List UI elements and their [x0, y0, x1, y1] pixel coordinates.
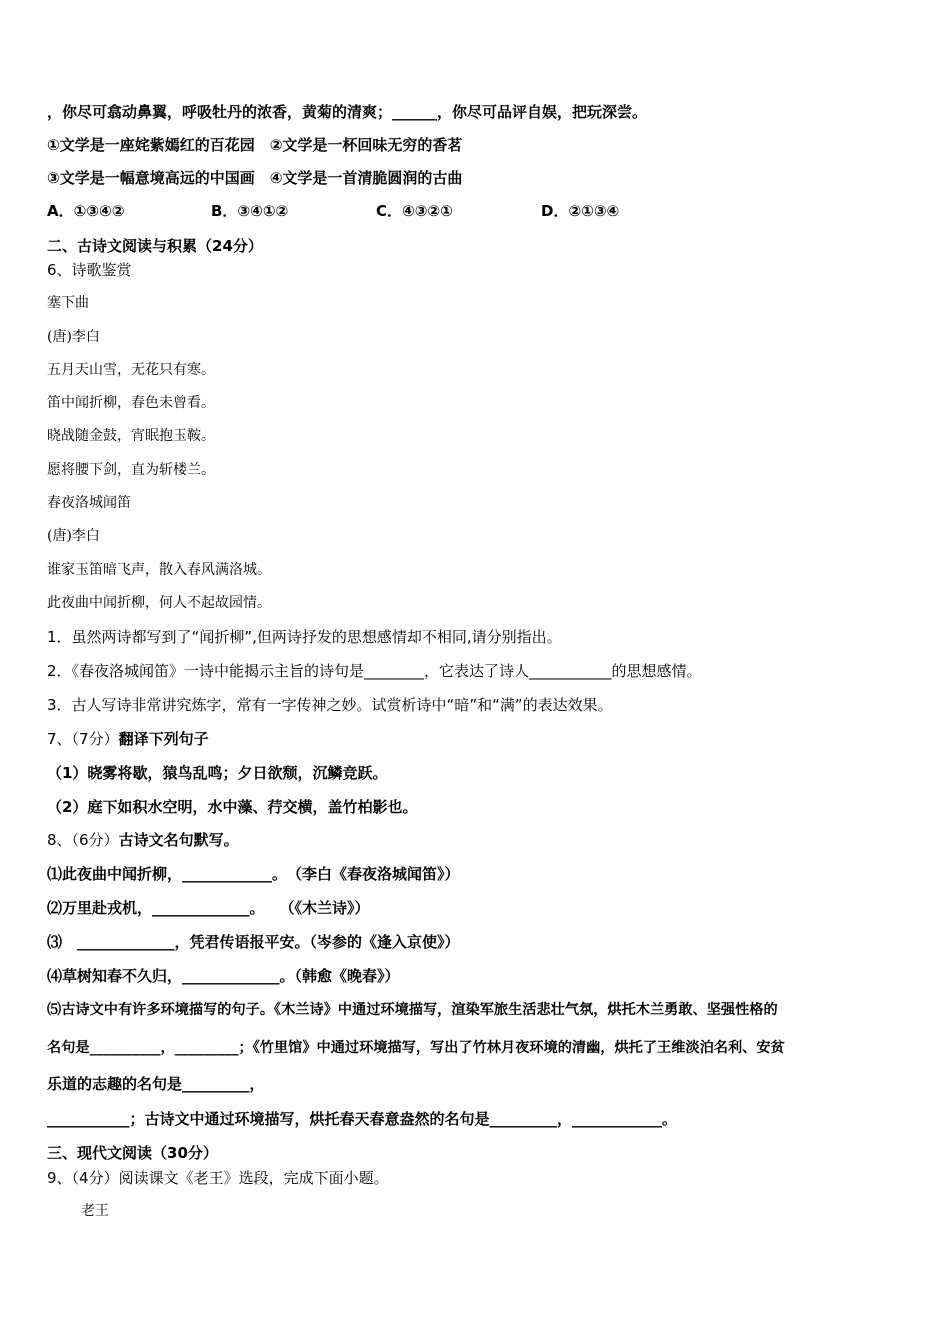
poem1-title: 塞下曲: [47, 295, 89, 311]
q8-heading: [47, 830, 239, 850]
q8-item-5-line-2: 名句是__________，_________；《竹里馆》中通过环境描写，写出了竹林月夜环境的清幽，烘托了王维淡泊名利、安贫: [47, 1040, 785, 1056]
poem1-line-3: 晓战随金鼓，宵眠抱玉鞍。: [47, 428, 215, 444]
q8-title: 古诗文名句默写。: [118, 831, 239, 849]
poem2-title: 春夜洛城闻笛: [47, 495, 131, 511]
q6-sub-1: 1．虽然两诗都写到了“闻折柳”,但两诗抒发的思想感情却不相同,请分别指出。: [47, 628, 562, 646]
q6-sub-3: 3．古人写诗非常讲究炼字，常有一字传神之妙。试赏析诗中“暗”和“满”的表达效果。: [47, 696, 613, 714]
q8-item-5-line-3: 乐道的志趣的名句是_________，: [47, 1075, 265, 1093]
section2-heading: 二、古诗文阅读与积累（24分）: [47, 237, 263, 255]
q7-sentence-1: （1）晓雾将歇，猿鸟乱鸣；夕日欲颓，沉鳞竞跃。: [47, 764, 388, 782]
q5-items-12: ①文学是一座姹紫嫣红的百花园 ②文学是一杯回味无穷的香茗: [47, 136, 463, 154]
q8-prefix: 8、（6分）: [47, 831, 119, 849]
q8-item-2: ⑵万里赴戎机，_____________。 （《木兰诗》）: [47, 899, 370, 917]
poem2-author: (唐)李白: [47, 528, 100, 544]
q7-prefix: 7、（7分）: [47, 730, 119, 748]
passage-title: 老王: [81, 1203, 109, 1219]
section3-heading: 三、现代文阅读（30分）: [47, 1144, 218, 1162]
q6-title: 6、诗歌鉴赏: [47, 261, 132, 279]
q7-sentence-2: （2）庭下如积水空明，水中藻、荇交横，盖竹柏影也。: [47, 798, 418, 816]
poem1-line-2: 笛中闻折柳，春色未曾看。: [47, 395, 215, 411]
poem1-line-1: 五月天山雪，无花只有寒。: [47, 362, 215, 378]
q5-option-b[interactable]: B．③④①②: [211, 202, 289, 220]
poem2-line-1: 谁家玉笛暗飞声，散入春风满洛城。: [47, 562, 271, 578]
q8-item-4: ⑷草树知春不久归，_____________。（韩愈《晚春》）: [47, 967, 400, 985]
q5-option-c[interactable]: C．④③②①: [376, 202, 453, 220]
q8-item-5-line-4: ___________；古诗文中通过环境描写，烘托春天春意盎然的名句是_________，____________。: [47, 1110, 678, 1128]
poem1-line-4: 愿将腰下剑，直为斩楼兰。: [47, 462, 215, 478]
q5-option-d[interactable]: D．②①③④: [541, 202, 620, 220]
q8-item-5-line-1: ⑸古诗文中有许多环境描写的句子。《木兰诗》中通过环境描写，渲染军旅生活悲壮气氛，烘托木兰勇敢、坚强性格的: [47, 1002, 778, 1018]
q5-option-a[interactable]: A．①③④②: [47, 202, 125, 220]
q5-options: [47, 201, 747, 221]
q7-title: 翻译下列句子: [118, 730, 209, 748]
q8-item-3: ⑶ _____________，凭君传语报平安。（岑参的《逢入京使》）: [47, 933, 460, 951]
q6-sub-2: 2．《春夜洛城闻笛》一诗中能揭示主旨的诗句是________，它表达了诗人___________的思想感情。: [47, 662, 702, 680]
poem1-author: (唐)李白: [47, 329, 100, 345]
q9-prompt: 9、（4分）阅读课文《老王》选段，完成下面小题。: [47, 1169, 389, 1187]
q7-heading: [47, 729, 209, 749]
q8-item-1: ⑴此夜曲中闻折柳，____________。 （李白《春夜洛城闻笛》）: [47, 865, 460, 883]
q5-sentence: ，你尽可翕动鼻翼，呼吸牡丹的浓香，黄菊的清爽；______，你尽可品评自娱，把玩深尝。: [47, 103, 648, 121]
poem2-line-2: 此夜曲中闻折柳，何人不起故园情。: [47, 595, 271, 611]
q5-items-34: ③文学是一幅意境高远的中国画 ④文学是一首清脆圆润的古曲: [47, 169, 463, 187]
